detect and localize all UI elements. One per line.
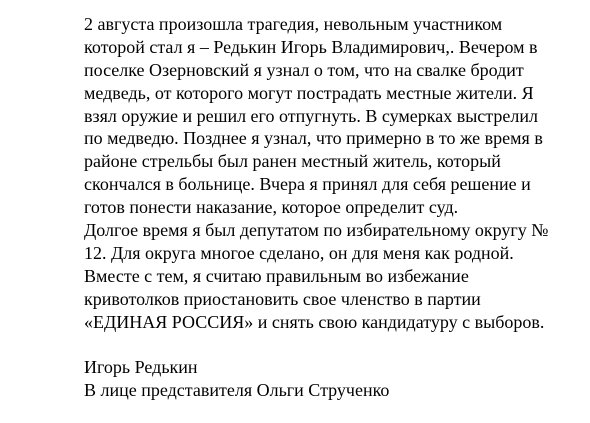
signature-representative: В лице представителя Ольги Струченко bbox=[84, 380, 390, 401]
statement-line: 2 августа произошла трагедия, невольным участником bbox=[84, 14, 503, 34]
signature-name: Игорь Редькин bbox=[84, 357, 198, 378]
statement-line: «ЕДИНАЯ РОССИЯ» и снять свою кандидатуру с выборов. bbox=[84, 311, 545, 332]
statement-line: поселке Озерновский я узнал о том, что на свалке бродит bbox=[84, 59, 524, 80]
signature-block bbox=[84, 356, 584, 402]
statement-line: 12. Для округа многое сделано, он для меня как родной. bbox=[84, 242, 514, 263]
statement-line: кривотолков приостановить свое членство в партии bbox=[84, 288, 481, 309]
statement-line: Вместе с тем, я считаю правильным во избежание bbox=[84, 265, 469, 286]
statement-line: готов понести наказание, которое определит суд. bbox=[84, 197, 459, 218]
statement-line: взял оружие и решил его отпугнуть. В сумерках выстрелил bbox=[84, 105, 538, 126]
paragraph-gap bbox=[84, 333, 584, 356]
statement-document bbox=[84, 13, 584, 402]
statement-line: районе стрельбы был ранен местный житель, который bbox=[84, 151, 501, 172]
statement-line: скончался в больнице. Вчера я принял для себя решение и bbox=[84, 174, 531, 195]
statement-body bbox=[84, 13, 584, 333]
statement-line: которой стал я – Редькин Игорь Владимирович,. Вечером в bbox=[84, 36, 538, 57]
statement-line: медведь, от которого могут пострадать местные жители. Я bbox=[84, 82, 534, 103]
statement-line: Долгое время я был депутатом по избирательному округу № bbox=[84, 220, 549, 241]
statement-line: по медведю. Позднее я узнал, что примерно в то же время в bbox=[84, 128, 543, 149]
